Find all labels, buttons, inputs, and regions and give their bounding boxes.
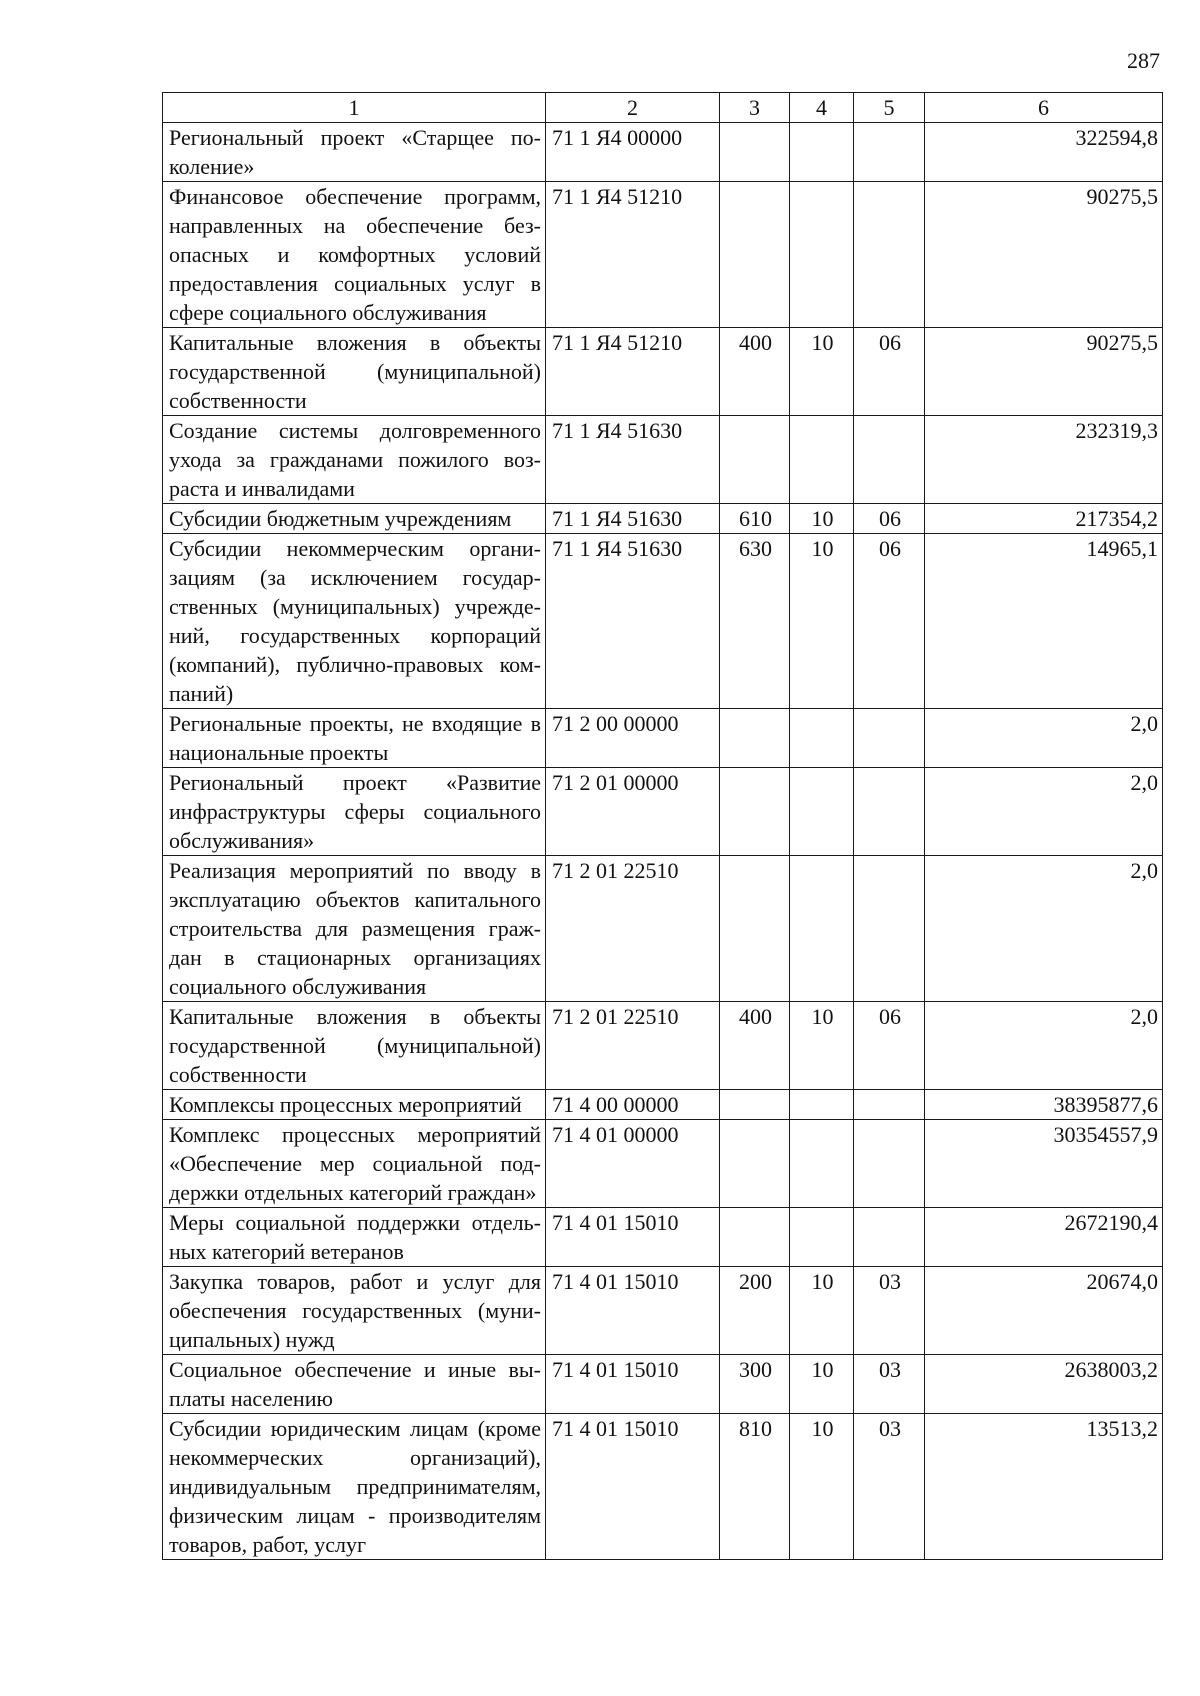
header-col-6: 6 — [925, 93, 1163, 123]
row-col-3 — [720, 856, 790, 1002]
table-row — [163, 856, 1163, 1002]
row-name: Финансовое обеспечение программ, направленных на обеспечение безопасных и комфортных условий предоставления социальных услуг в сфере социального обслуживания — [163, 182, 546, 328]
header-col-5: 5 — [854, 93, 925, 123]
row-col-4 — [790, 709, 854, 768]
row-col-4: 10 — [790, 1355, 854, 1414]
row-name: Региональные проекты, не входящие в национальные проекты — [163, 709, 546, 768]
row-name: Закупка товаров, работ и услуг для обеспечения государственных (муниципальных) нужд — [163, 1267, 546, 1355]
row-amount: 90275,5 — [925, 328, 1163, 416]
table-row — [163, 1208, 1163, 1267]
row-name: Меры социальной поддержки отдельных категорий ветеранов — [163, 1208, 546, 1267]
header-col-2: 2 — [546, 93, 720, 123]
row-col-5: 03 — [854, 1355, 925, 1414]
row-amount: 38395877,6 — [925, 1090, 1163, 1120]
header-col-3: 3 — [720, 93, 790, 123]
row-code: 71 1 Я4 51210 — [546, 328, 720, 416]
row-code: 71 1 Я4 51210 — [546, 182, 720, 328]
row-name: Региональный проект «Развитие инфраструктуры сферы социального обслуживания» — [163, 768, 546, 856]
row-col-3: 630 — [720, 534, 790, 709]
row-col-3: 610 — [720, 504, 790, 534]
row-name: Капитальные вложения в объекты государственной (муниципальной) собственности — [163, 1002, 546, 1090]
row-col-5 — [854, 768, 925, 856]
row-col-3 — [720, 1120, 790, 1208]
row-amount: 90275,5 — [925, 182, 1163, 328]
row-col-4 — [790, 768, 854, 856]
row-col-3 — [720, 1208, 790, 1267]
row-col-4: 10 — [790, 534, 854, 709]
row-amount: 2638003,2 — [925, 1355, 1163, 1414]
row-col-5 — [854, 1208, 925, 1267]
row-amount: 322594,8 — [925, 123, 1163, 182]
row-code: 71 1 Я4 51630 — [546, 504, 720, 534]
row-col-4: 10 — [790, 1414, 854, 1560]
row-col-3: 200 — [720, 1267, 790, 1355]
row-col-3: 300 — [720, 1355, 790, 1414]
row-amount: 217354,2 — [925, 504, 1163, 534]
row-col-5 — [854, 182, 925, 328]
row-code: 71 1 Я4 51630 — [546, 416, 720, 504]
row-code: 71 2 01 22510 — [546, 856, 720, 1002]
table-row — [163, 1120, 1163, 1208]
row-col-5: 03 — [854, 1414, 925, 1560]
row-code: 71 1 Я4 51630 — [546, 534, 720, 709]
row-col-3 — [720, 123, 790, 182]
table-row — [163, 416, 1163, 504]
row-name: Создание системы долговременного ухода за гражданами пожилого возраста и инвалидами — [163, 416, 546, 504]
row-name: Комплексы процессных мероприятий — [163, 1090, 546, 1120]
row-col-3: 400 — [720, 328, 790, 416]
row-name: Комплекс процессных мероприятий «Обеспечение мер социальной поддержки отдельных категорий граждан» — [163, 1120, 546, 1208]
row-name: Субсидии бюджетным учреждениям — [163, 504, 546, 534]
row-amount: 2,0 — [925, 768, 1163, 856]
row-col-5 — [854, 1090, 925, 1120]
row-amount: 2,0 — [925, 856, 1163, 1002]
row-col-5 — [854, 1120, 925, 1208]
table-row — [163, 1267, 1163, 1355]
row-col-3 — [720, 768, 790, 856]
row-amount: 2,0 — [925, 1002, 1163, 1090]
row-col-4 — [790, 1208, 854, 1267]
row-code: 71 4 01 15010 — [546, 1414, 720, 1560]
row-code: 71 4 00 00000 — [546, 1090, 720, 1120]
row-amount: 20674,0 — [925, 1267, 1163, 1355]
row-col-5 — [854, 416, 925, 504]
row-col-4 — [790, 1120, 854, 1208]
header-row — [163, 93, 1163, 123]
row-col-3 — [720, 1090, 790, 1120]
page-number: 287 — [1127, 48, 1160, 73]
row-col-4 — [790, 856, 854, 1002]
row-col-5: 03 — [854, 1267, 925, 1355]
table-row — [163, 1090, 1163, 1120]
row-code: 71 4 01 15010 — [546, 1267, 720, 1355]
table-body — [163, 123, 1163, 1560]
row-col-5: 06 — [854, 328, 925, 416]
header-col-1: 1 — [163, 93, 546, 123]
row-code: 71 2 00 00000 — [546, 709, 720, 768]
row-amount: 13513,2 — [925, 1414, 1163, 1560]
row-name: Реализация мероприятий по вводу в эксплуатацию объектов капитального строительства для размещения граждан в стационарных организациях социального обслуживания — [163, 856, 546, 1002]
row-name: Социальное обеспечение и иные выплаты населению — [163, 1355, 546, 1414]
row-col-4 — [790, 416, 854, 504]
row-col-4 — [790, 1090, 854, 1120]
row-code: 71 2 01 22510 — [546, 1002, 720, 1090]
row-col-5: 06 — [854, 504, 925, 534]
row-col-5: 06 — [854, 534, 925, 709]
row-col-4: 10 — [790, 504, 854, 534]
row-col-4: 10 — [790, 1267, 854, 1355]
row-name: Региональный проект «Старщее поколение» — [163, 123, 546, 182]
table-row — [163, 768, 1163, 856]
row-col-3 — [720, 709, 790, 768]
row-amount: 30354557,9 — [925, 1120, 1163, 1208]
row-col-5 — [854, 123, 925, 182]
row-col-4 — [790, 182, 854, 328]
table-header — [163, 93, 1163, 123]
row-code: 71 4 01 15010 — [546, 1208, 720, 1267]
table-row — [163, 328, 1163, 416]
header-col-4: 4 — [790, 93, 854, 123]
table-row — [163, 709, 1163, 768]
row-amount: 232319,3 — [925, 416, 1163, 504]
table-row — [163, 1355, 1163, 1414]
row-amount: 14965,1 — [925, 534, 1163, 709]
row-col-3 — [720, 416, 790, 504]
row-code: 71 4 01 00000 — [546, 1120, 720, 1208]
row-col-5 — [854, 856, 925, 1002]
table-row — [163, 182, 1163, 328]
row-name: Субсидии юридическим лицам (кроме некоммерческих организаций), индивидуальным предпринимателям, физическим лицам - производителям товаров, работ, услуг — [163, 1414, 546, 1560]
row-col-5 — [854, 709, 925, 768]
row-code: 71 1 Я4 00000 — [546, 123, 720, 182]
table-row — [163, 1002, 1163, 1090]
budget-table — [162, 92, 1163, 1560]
row-col-4: 10 — [790, 1002, 854, 1090]
row-col-4: 10 — [790, 328, 854, 416]
row-col-3: 400 — [720, 1002, 790, 1090]
table-row — [163, 504, 1163, 534]
row-name: Субсидии некоммерческим организациям (за исключением государственных (муниципальных) учреждений, государственных корпораций (компаний), публично-правовых компаний) — [163, 534, 546, 709]
table-row — [163, 123, 1163, 182]
row-amount: 2672190,4 — [925, 1208, 1163, 1267]
row-amount: 2,0 — [925, 709, 1163, 768]
row-code: 71 2 01 00000 — [546, 768, 720, 856]
table-row — [163, 534, 1163, 709]
row-col-5: 06 — [854, 1002, 925, 1090]
row-name: Капитальные вложения в объекты государственной (муниципальной) собственности — [163, 328, 546, 416]
row-code: 71 4 01 15010 — [546, 1355, 720, 1414]
row-col-4 — [790, 123, 854, 182]
row-col-3: 810 — [720, 1414, 790, 1560]
row-col-3 — [720, 182, 790, 328]
table-row — [163, 1414, 1163, 1560]
